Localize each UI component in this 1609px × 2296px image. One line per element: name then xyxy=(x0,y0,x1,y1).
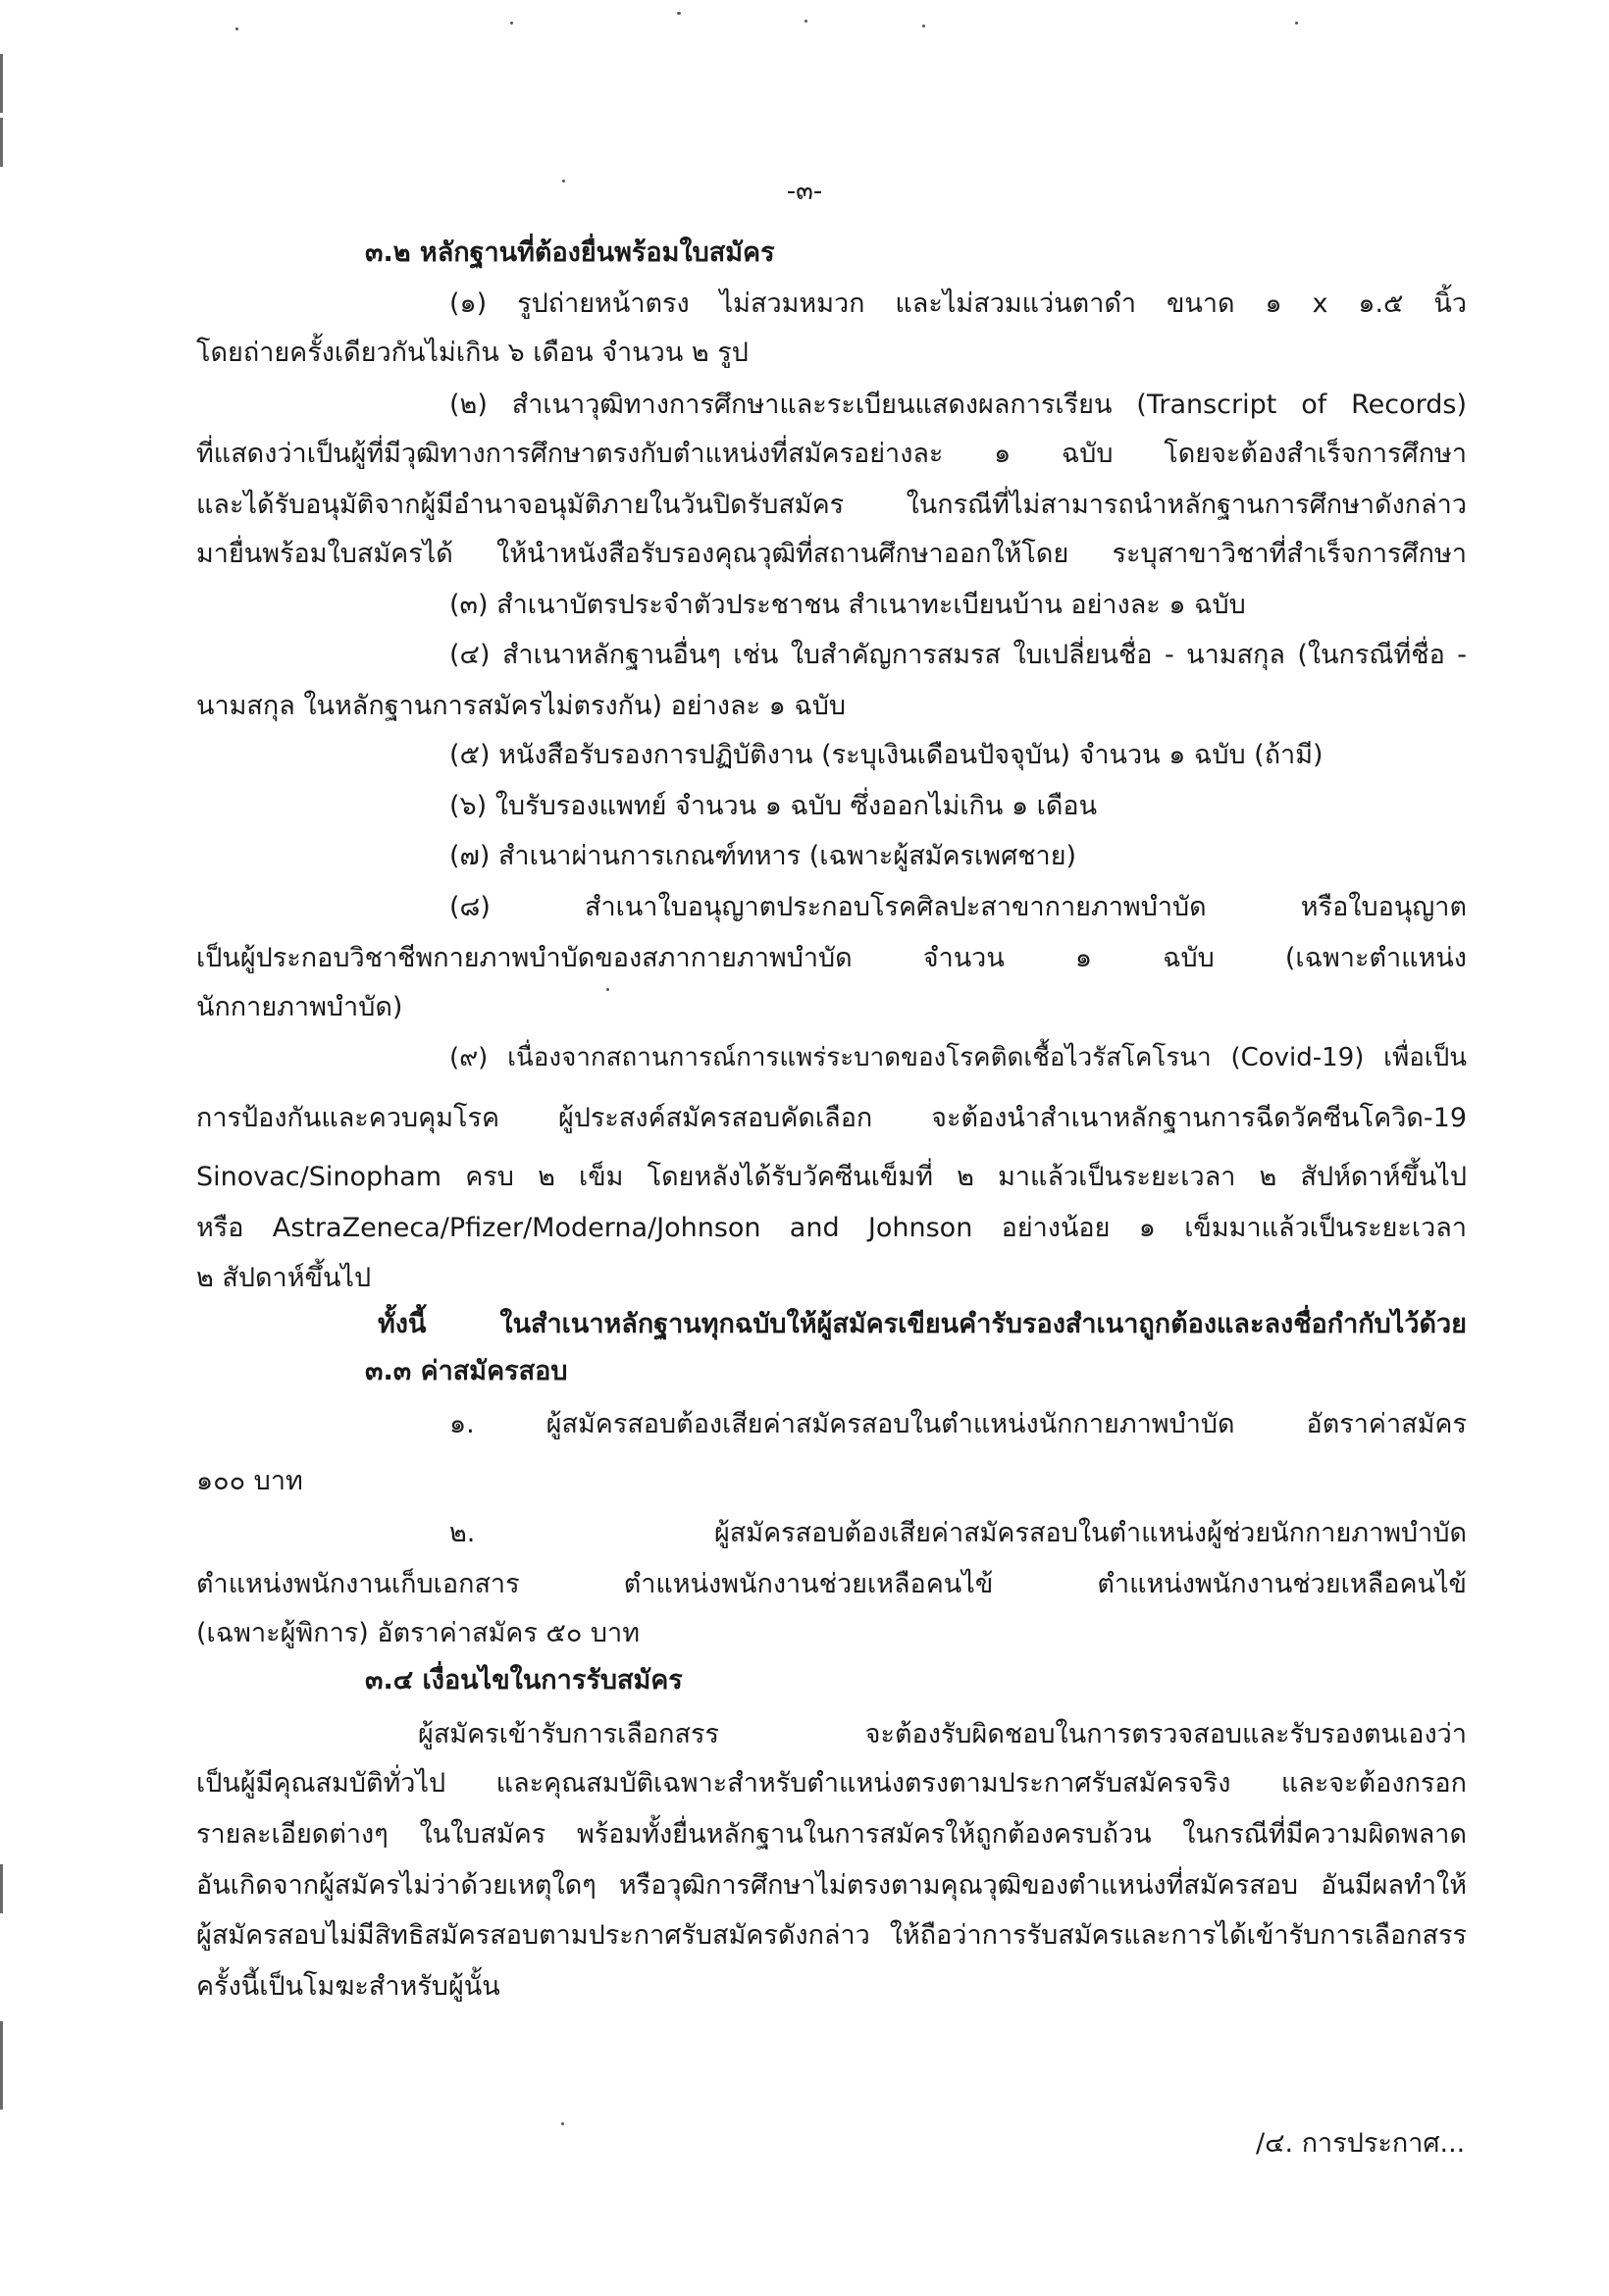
item-7-line: (๗) สำเนาผ่านการเกณฑ์ทหาร (เฉพาะผู้สมัครเพศชาย) xyxy=(449,841,1077,871)
item-8-line: นักกายภาพบำบัด) xyxy=(196,992,403,1022)
item-2-line: และได้รับอนุมัติจากผู้มีอำนาจอนุมัติภายในวันปิดรับสมัคร ในกรณีที่ไม่สามารถนำหลักฐานการศึกษาดังกล่าว xyxy=(196,490,1467,520)
scan-speck xyxy=(804,20,807,23)
scan-edge-mark xyxy=(0,54,3,113)
section-3-2-heading: ๓.๒ หลักฐานที่ต้องยื่นพร้อมใบสมัคร xyxy=(365,237,775,268)
item-3-line: (๓) สำเนาบัตรประจำตัวประชาชน สำเนาทะเบียนบ้าน อย่างละ ๑ ฉบับ xyxy=(449,590,1246,620)
next-page-reference: /๔. การประกาศ... xyxy=(1256,2128,1466,2159)
conditions-line: ครั้งนี้เป็นโมฆะสำหรับผู้นั้น xyxy=(196,1971,500,2002)
scan-speck xyxy=(510,22,513,25)
section-3-4-heading: ๓.๔ เงื่อนไขในการรับสมัคร xyxy=(365,1665,683,1696)
item-9-line: Sinovac/Sinopham ครบ ๒ เข็ม โดยหลังได้รับวัคซีนเข็มที่ ๒ มาแล้วเป็นระยะเวลา ๒ สัปห์ดาห์ขึ้นไป xyxy=(196,1162,1467,1192)
item-1-line: (๑) รูปถ่ายหน้าตรง ไม่สวมหมวก และไม่สวมแว่นตาดำ ขนาด ๑ x ๑.๕ นิ้ว xyxy=(449,288,1467,319)
fee-1-line: ๑. ผู้สมัครสอบต้องเสียค่าสมัครสอบในตำแหน่งนักกายภาพบำบัด อัตราค่าสมัคร xyxy=(449,1409,1467,1439)
scan-speck xyxy=(561,2122,564,2125)
item-1-line: โดยถ่ายครั้งเดียวกันไม่เกิน ๖ เดือน จำนวน ๒ รูป xyxy=(196,338,749,368)
item-4-line: นามสกุล ในหลักฐานการสมัครไม่ตรงกัน) อย่างละ ๑ ฉบับ xyxy=(196,691,846,721)
scan-speck xyxy=(922,25,925,27)
certify-note: ทั้งนี้ ในสำเนาหลักฐานทุกฉบับให้ผู้สมัครเขียนคำรับรองสำเนาถูกต้องและลงชื่อกำกับไว้ด้วย xyxy=(378,1309,1467,1339)
item-4-line: (๔) สำเนาหลักฐานอื่นๆ เช่น ใบสำคัญการสมรส ใบเปลี่ยนชื่อ - นามสกุล (ในกรณีที่ชื่อ - xyxy=(449,640,1467,670)
item-9-line: หรือ AstraZeneca/Pfizer/Moderna/Johnson and Johnson อย่างน้อย ๑ เข็มมาแล้วเป็นระยะเวลา xyxy=(196,1213,1467,1243)
conditions-line: เป็นผู้มีคุณสมบัติทั่วไป และคุณสมบัติเฉพาะสำหรับตำแหน่งตรงตามประกาศรับสมัครจริง และจะต้องกรอก xyxy=(196,1768,1467,1799)
item-2-line: ที่แสดงว่าเป็นผู้ที่มีวุฒิทางการศึกษาตรงกับตำแหน่งที่สมัครอย่างละ ๑ ฉบับ โดยจะต้องสำเร็จการศึกษา xyxy=(196,439,1467,469)
fee-2-line: ๒. ผู้สมัครสอบต้องเสียค่าสมัครสอบในตำแหน่งผู้ช่วยนักกายภาพบำบัด xyxy=(449,1518,1467,1548)
scan-speck xyxy=(606,988,609,991)
section-3-3-heading: ๓.๓ ค่าสมัครสอบ xyxy=(365,1356,568,1386)
scan-speck xyxy=(677,12,681,15)
item-2-line: มายื่นพร้อมใบสมัครได้ ให้นำหนังสือรับรองคุณวุฒิที่สถานศึกษาออกให้โดย ระบุสาขาวิชาที่สำเร็จการศึกษา xyxy=(196,539,1467,569)
fee-2-line: ตำแหน่งพนักงานเก็บเอกสาร ตำแหน่งพนักงานช่วยเหลือคนไข้ ตำแหน่งพนักงานช่วยเหลือคนไข้ xyxy=(196,1569,1467,1599)
fee-1-line: ๑๐๐ บาท xyxy=(196,1466,303,1496)
page-number: -๓- xyxy=(786,177,823,206)
conditions-line: ผู้สมัครสอบไม่มีสิทธิสมัครสอบตามประกาศรับสมัครดังกล่าว ให้ถือว่าการรับสมัครและการได้เข้ารับการเลือกสรร xyxy=(196,1920,1467,1951)
item-9-line: ๒ สัปดาห์ขึ้นไป xyxy=(196,1263,372,1293)
item-9-line: การป้องกันและควบคุมโรค ผู้ประสงค์สมัครสอบคัดเลือก จะต้องนำสำเนาหลักฐานการฉีดวัคซีนโควิด-19 xyxy=(196,1103,1467,1133)
scan-edge-mark xyxy=(0,118,3,167)
item-8-line: (๘) สำเนาใบอนุญาตประกอบโรคศิลปะสาขากายภาพบำบัด หรือใบอนุญาต xyxy=(449,892,1467,922)
item-9-line: (๙) เนื่องจากสถานการณ์การแพร่ระบาดของโรคติดเชื้อไวรัสโคโรนา (Covid-19) เพื่อเป็น xyxy=(449,1043,1467,1072)
conditions-line: ผู้สมัครเข้ารับการเลือกสรร จะต้องรับผิดชอบในการตรวจสอบและรับรองตนเองว่า xyxy=(418,1719,1467,1749)
item-6-line: (๖) ใบรับรองแพทย์ จำนวน ๑ ฉบับ ซึ่งออกไม่เกิน ๑ เดือน xyxy=(449,791,1098,821)
scan-edge-mark xyxy=(0,2021,3,2110)
scan-edge-mark xyxy=(0,1864,3,1913)
fee-2-line: (เฉพาะผู้พิการ) อัตราค่าสมัคร ๕๐ บาท xyxy=(196,1618,641,1648)
item-2-line: (๒) สำเนาวุฒิทางการศึกษาและระเบียนแสดงผลการเรียน (Transcript of Records) xyxy=(449,390,1467,420)
item-8-line: เป็นผู้ประกอบวิชาชีพกายภาพบำบัดของสภากายภาพบำบัด จำนวน ๑ ฉบับ (เฉพาะตำแหน่ง xyxy=(196,943,1467,973)
scan-speck xyxy=(235,27,238,30)
conditions-line: รายละเอียดต่างๆ ในใบสมัคร พร้อมทั้งยื่นหลักฐานในการสมัครให้ถูกต้องครบถ้วน ในกรณีที่มีความผิดพลาด xyxy=(196,1819,1467,1850)
item-5-line: (๕) หนังสือรับรองการปฏิบัติงาน (ระบุเงินเดือนปัจจุบัน) จำนวน ๑ ฉบับ (ถ้ามี) xyxy=(449,740,1324,770)
conditions-line: อันเกิดจากผู้สมัครไม่ว่าด้วยเหตุใดๆ หรือวุฒิการศึกษาไม่ตรงตามคุณวุฒิของตำแหน่งที่สมัครสอบ อันมีผลทำให้ xyxy=(196,1870,1467,1901)
scan-speck xyxy=(1295,22,1298,25)
